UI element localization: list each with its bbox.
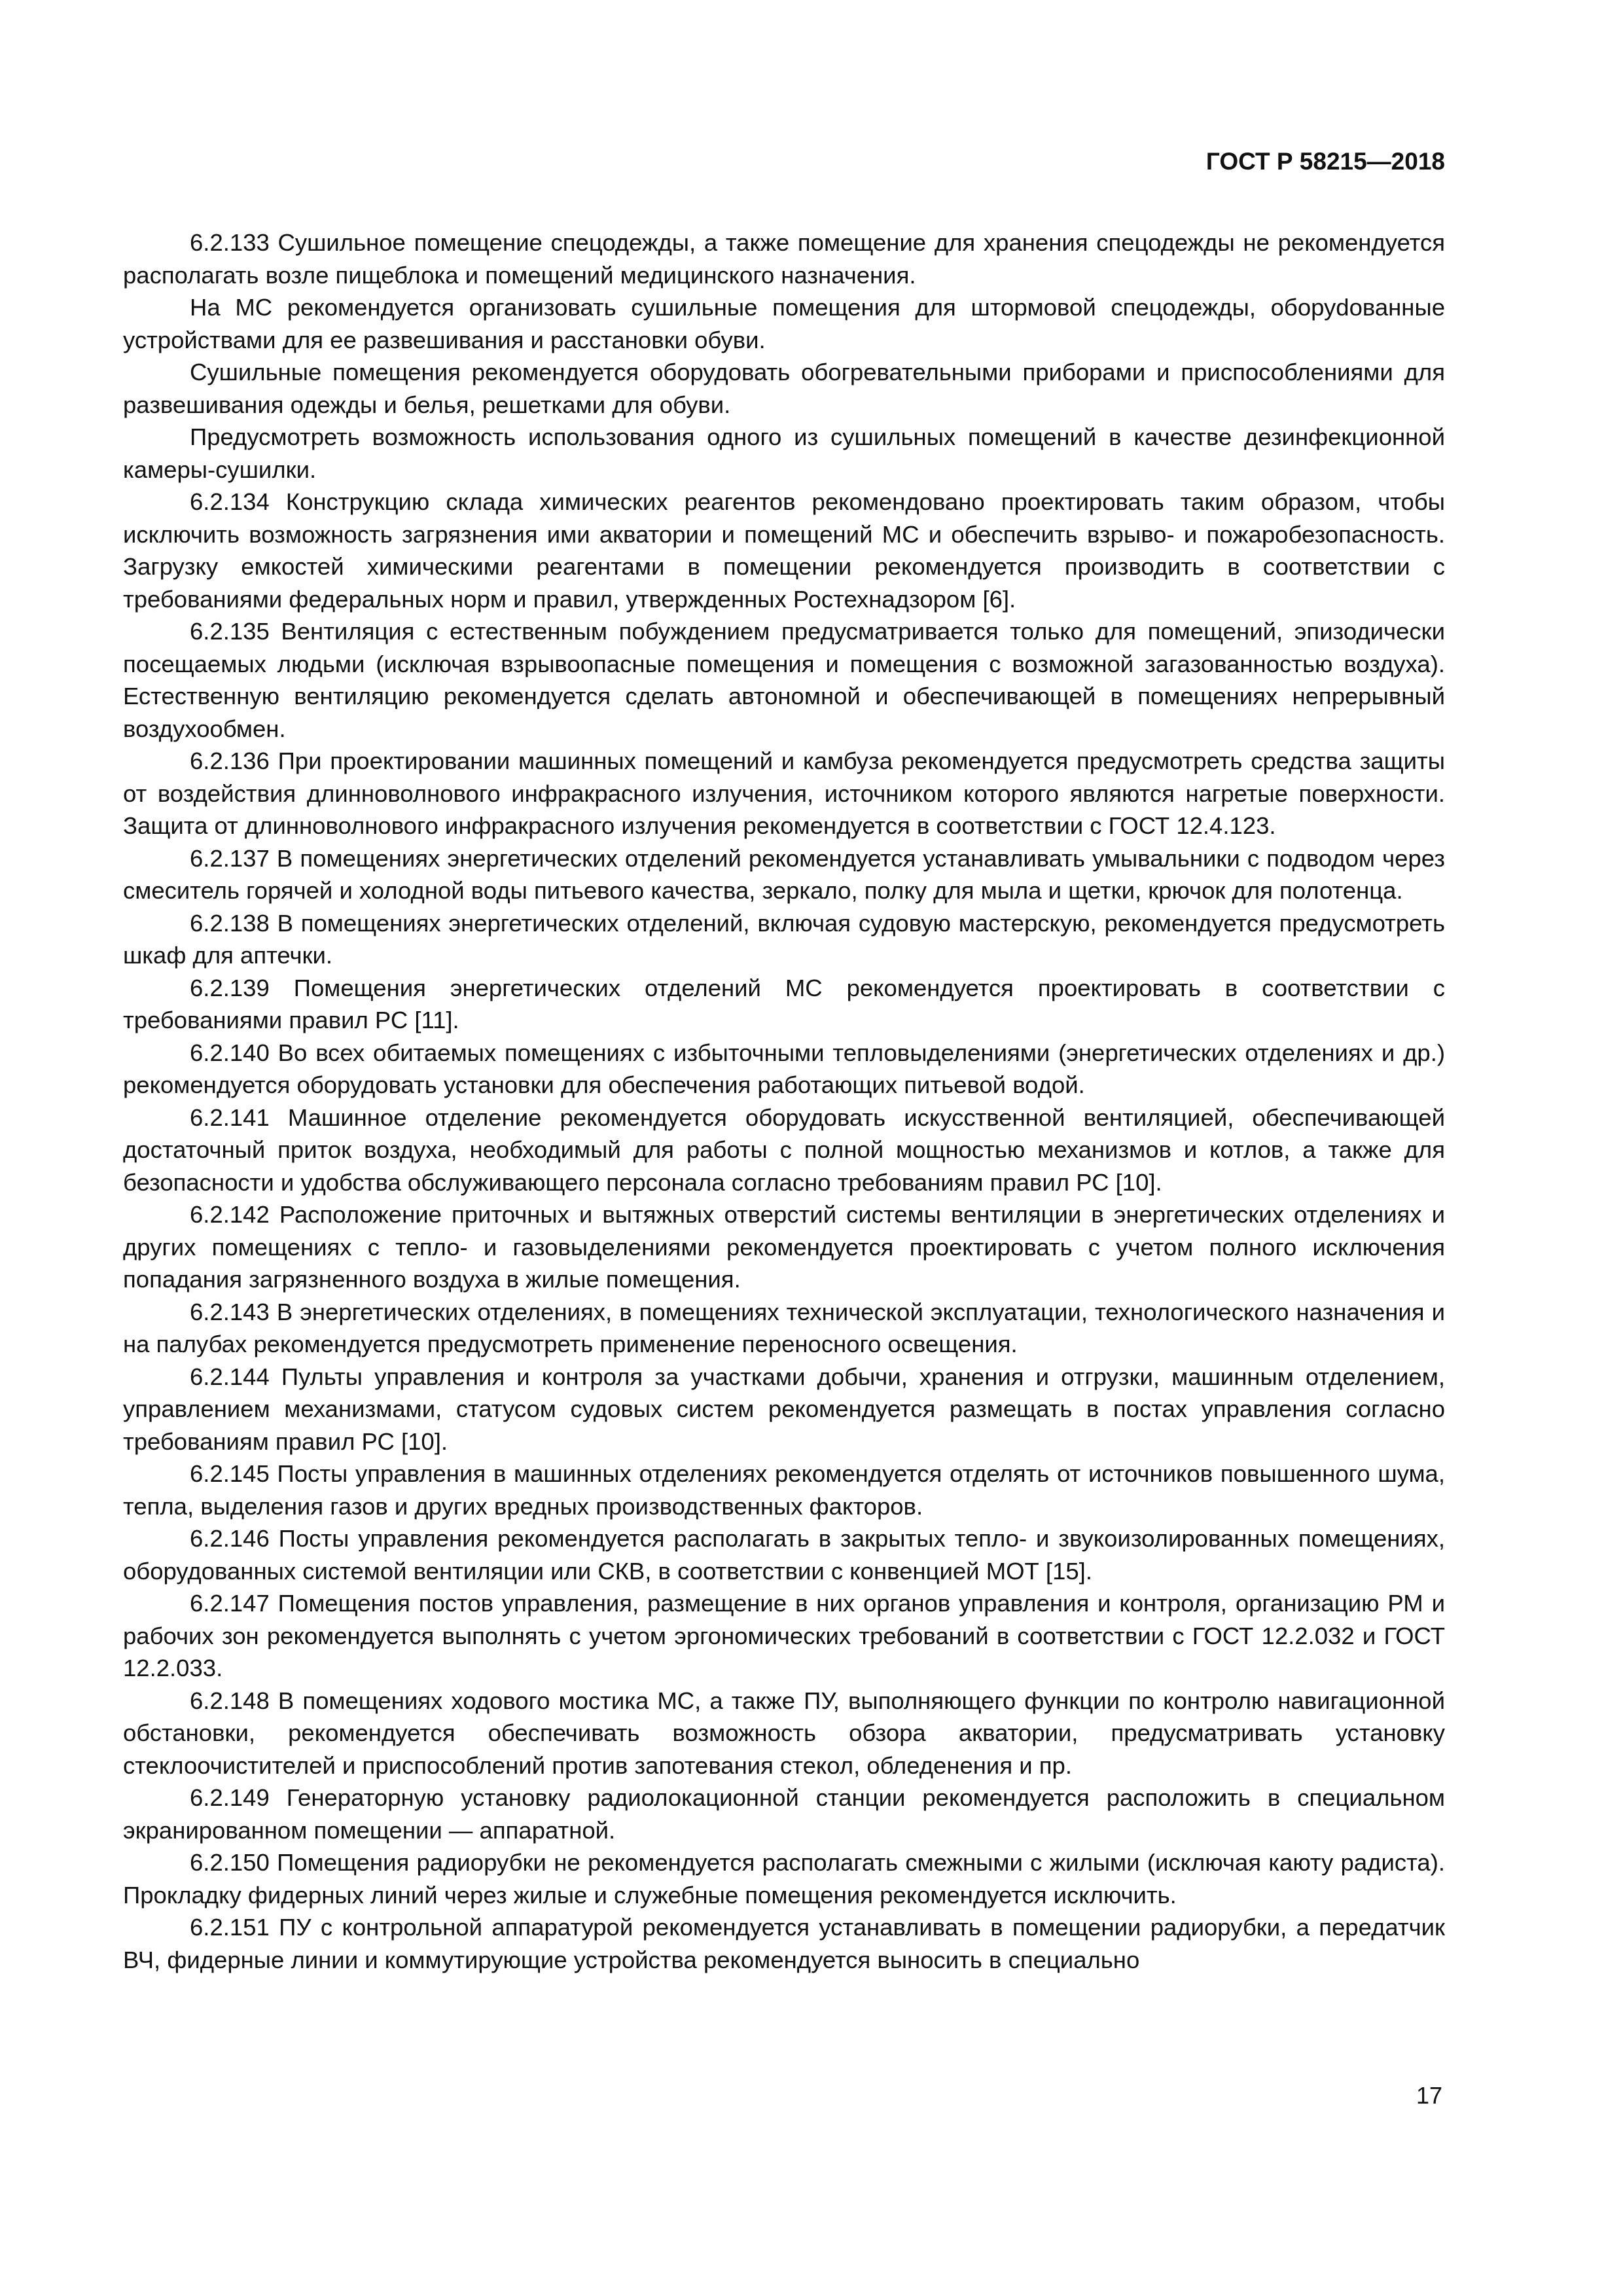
paragraph-6-2-136: 6.2.136 При проектировании машинных помещений и камбуза рекомендуется предусмотреть средства защиты от воздействия длинноволнового инфракрасного излучения, источником которого являются нагретые поверхности. Защита от длинноволнового инфракрасного излучения рекомендуется в соответствии с ГОСТ 12.4.123. (123, 747, 1445, 839)
paragraph-6-2-141: 6.2.141 Машинное отделение рекомендуется оборудовать искусственной вентиляцией, обеспечивающей достаточный приток воздуха, необходимый для работы с полной мощностью механизмов и котлов, а также для безопасности и удобства обслуживающего персонала согласно требованиям правил РС [10]. (123, 1103, 1445, 1196)
paragraph-6-2-147: 6.2.147 Помещения постов управления, размещение в них органов управления и контроля, организацию РМ и рабочих зон рекомендуется выполнять с учетом эргономических требований в соответствии с ГОСТ 12.2.032 и ГОСТ 12.2.033. (123, 1590, 1445, 1681)
paragraph-6-2-151: 6.2.151 ПУ с контрольной аппаратурой рекомендуется устанавливать в помещении радиорубки, а передатчик ВЧ, фидерные линии и коммутирующие устройства рекомендуется выносить в специально (123, 1914, 1445, 1973)
paragraph-6-2-142: 6.2.142 Расположение приточных и вытяжных отверстий системы вентиляции в энергетических отделениях и других помещениях с тепло- и газовыделениями рекомендуется проектировать с учетом полного исключения попадания загрязненного воздуха в жилые помещения. (123, 1201, 1445, 1293)
paragraph-6-2-138: 6.2.138 В помещениях энергетических отделений, включая судовую мастерскую, рекомендуется предусмотреть шкаф для аптечки. (123, 909, 1445, 969)
paragraph-6-2-143: 6.2.143 В энергетических отделениях, в помещениях технической эксплуатации, технологического назначения и на палубах рекомендуется предусмотреть применение переносного освещения. (123, 1298, 1445, 1357)
paragraph-6-2-150: 6.2.150 Помещения радиорубки не рекомендуется располагать смежными с жилыми (исключая каюту радиста). Прокладку фидерных линий через жилые и служебные помещения рекомендуется исключить. (123, 1849, 1445, 1909)
paragraph-drying-rooms-equipment: Сушильные помещения рекомендуется оборудовать обогревательными приборами и приспособлениями для развешивания одежды и белья, решетками для обуви. (123, 359, 1445, 418)
document-body (123, 226, 1445, 1976)
paragraph-disinfection-chamber: Предусмотреть возможность использования одного из сушильных помещений в качестве дезинфекционной камеры-сушилки. (123, 423, 1445, 483)
paragraph-storm-drying-rooms: На МС рекомендуется организовать сушильные помещения для штормовой спецодежды, оборуdованные устройствами для ее развешивания и расстановки обуви. (123, 294, 1445, 353)
paragraph-6-2-144: 6.2.144 Пульты управления и контроля за участками добычи, хранения и отгрузки, машинным отделением, управлением механизмами, статусом судовых систем рекомендуется размещать в постах управления согласно требованиям правил РС [10]. (123, 1363, 1445, 1455)
page-number: 17 (1416, 2082, 1442, 2109)
paragraph-6-2-133: 6.2.133 Сушильное помещение спецодежды, а также помещение для хранения спецодежды не рекомендуется располагать возле пищеблока и помещений медицинского назначения. (123, 229, 1445, 289)
paragraph-6-2-134: 6.2.134 Конструкцию склада химических реагентов рекомендовано проектировать таким образом, чтобы исключить возможность загрязнения ими акватории и помещений МС и обеспечить взрыво- и пожаробезопасность. Загрузку емкостей химическими реагентами в помещении рекомендуется производить в соответствии с требованиями федеральных норм и правил, утвержденных Ростехнадзором [6]. (123, 488, 1445, 613)
paragraph-6-2-135: 6.2.135 Вентиляция с естественным побуждением предусматривается только для помещений, эпизодически посещаемых людьми (исключая взрывоопасные помещения и помещения с возможной загазованностью воздуха). Естественную вентиляцию рекомендуется сделать автономной и обеспечивающей в помещениях непрерывный воздухообмен. (123, 618, 1445, 742)
document-code-header: ГОСТ Р 58215—2018 (1205, 148, 1445, 175)
paragraph-6-2-139: 6.2.139 Помещения энергетических отделений МС рекомендуется проектировать в соответствии с требованиями правил РС [11]. (123, 974, 1445, 1033)
paragraph-6-2-137: 6.2.137 В помещениях энергетических отделений рекомендуется устанавливать умывальники с подводом через смеситель горячей и холодной воды питьевого качества, зеркало, полку для мыла и щетки, крючок для полотенца. (123, 844, 1445, 904)
paragraph-6-2-148: 6.2.148 В помещениях ходового мостика МС, а также ПУ, выполняющего функции по контролю навигационной обстановки, рекомендуется обеспечивать возможность обзора акватории, предусматривать установку стеклоочистителей и приспособлений против запотевания стекол, обледенения и пр. (123, 1687, 1445, 1779)
paragraph-6-2-149: 6.2.149 Генераторную установку радиолокационной станции рекомендуется расположить в специальном экранированном помещении — аппаратной. (123, 1784, 1445, 1844)
paragraph-6-2-145: 6.2.145 Посты управления в машинных отделениях рекомендуется отделять от источников повышенного шума, тепла, выделения газов и других вредных производственных факторов. (123, 1460, 1445, 1520)
paragraph-6-2-140: 6.2.140 Во всех обитаемых помещениях с избыточными тепловыделениями (энергетических отделениях и др.) рекомендуется оборудовать установки для обеспечения работающих питьевой водой. (123, 1039, 1445, 1098)
paragraph-6-2-146: 6.2.146 Посты управления рекомендуется располагать в закрытых тепло- и звукоизолированных помещениях, оборудованных системой вентиляции или СКВ, в соответствии с конвенцией МОТ [15]. (123, 1525, 1445, 1585)
